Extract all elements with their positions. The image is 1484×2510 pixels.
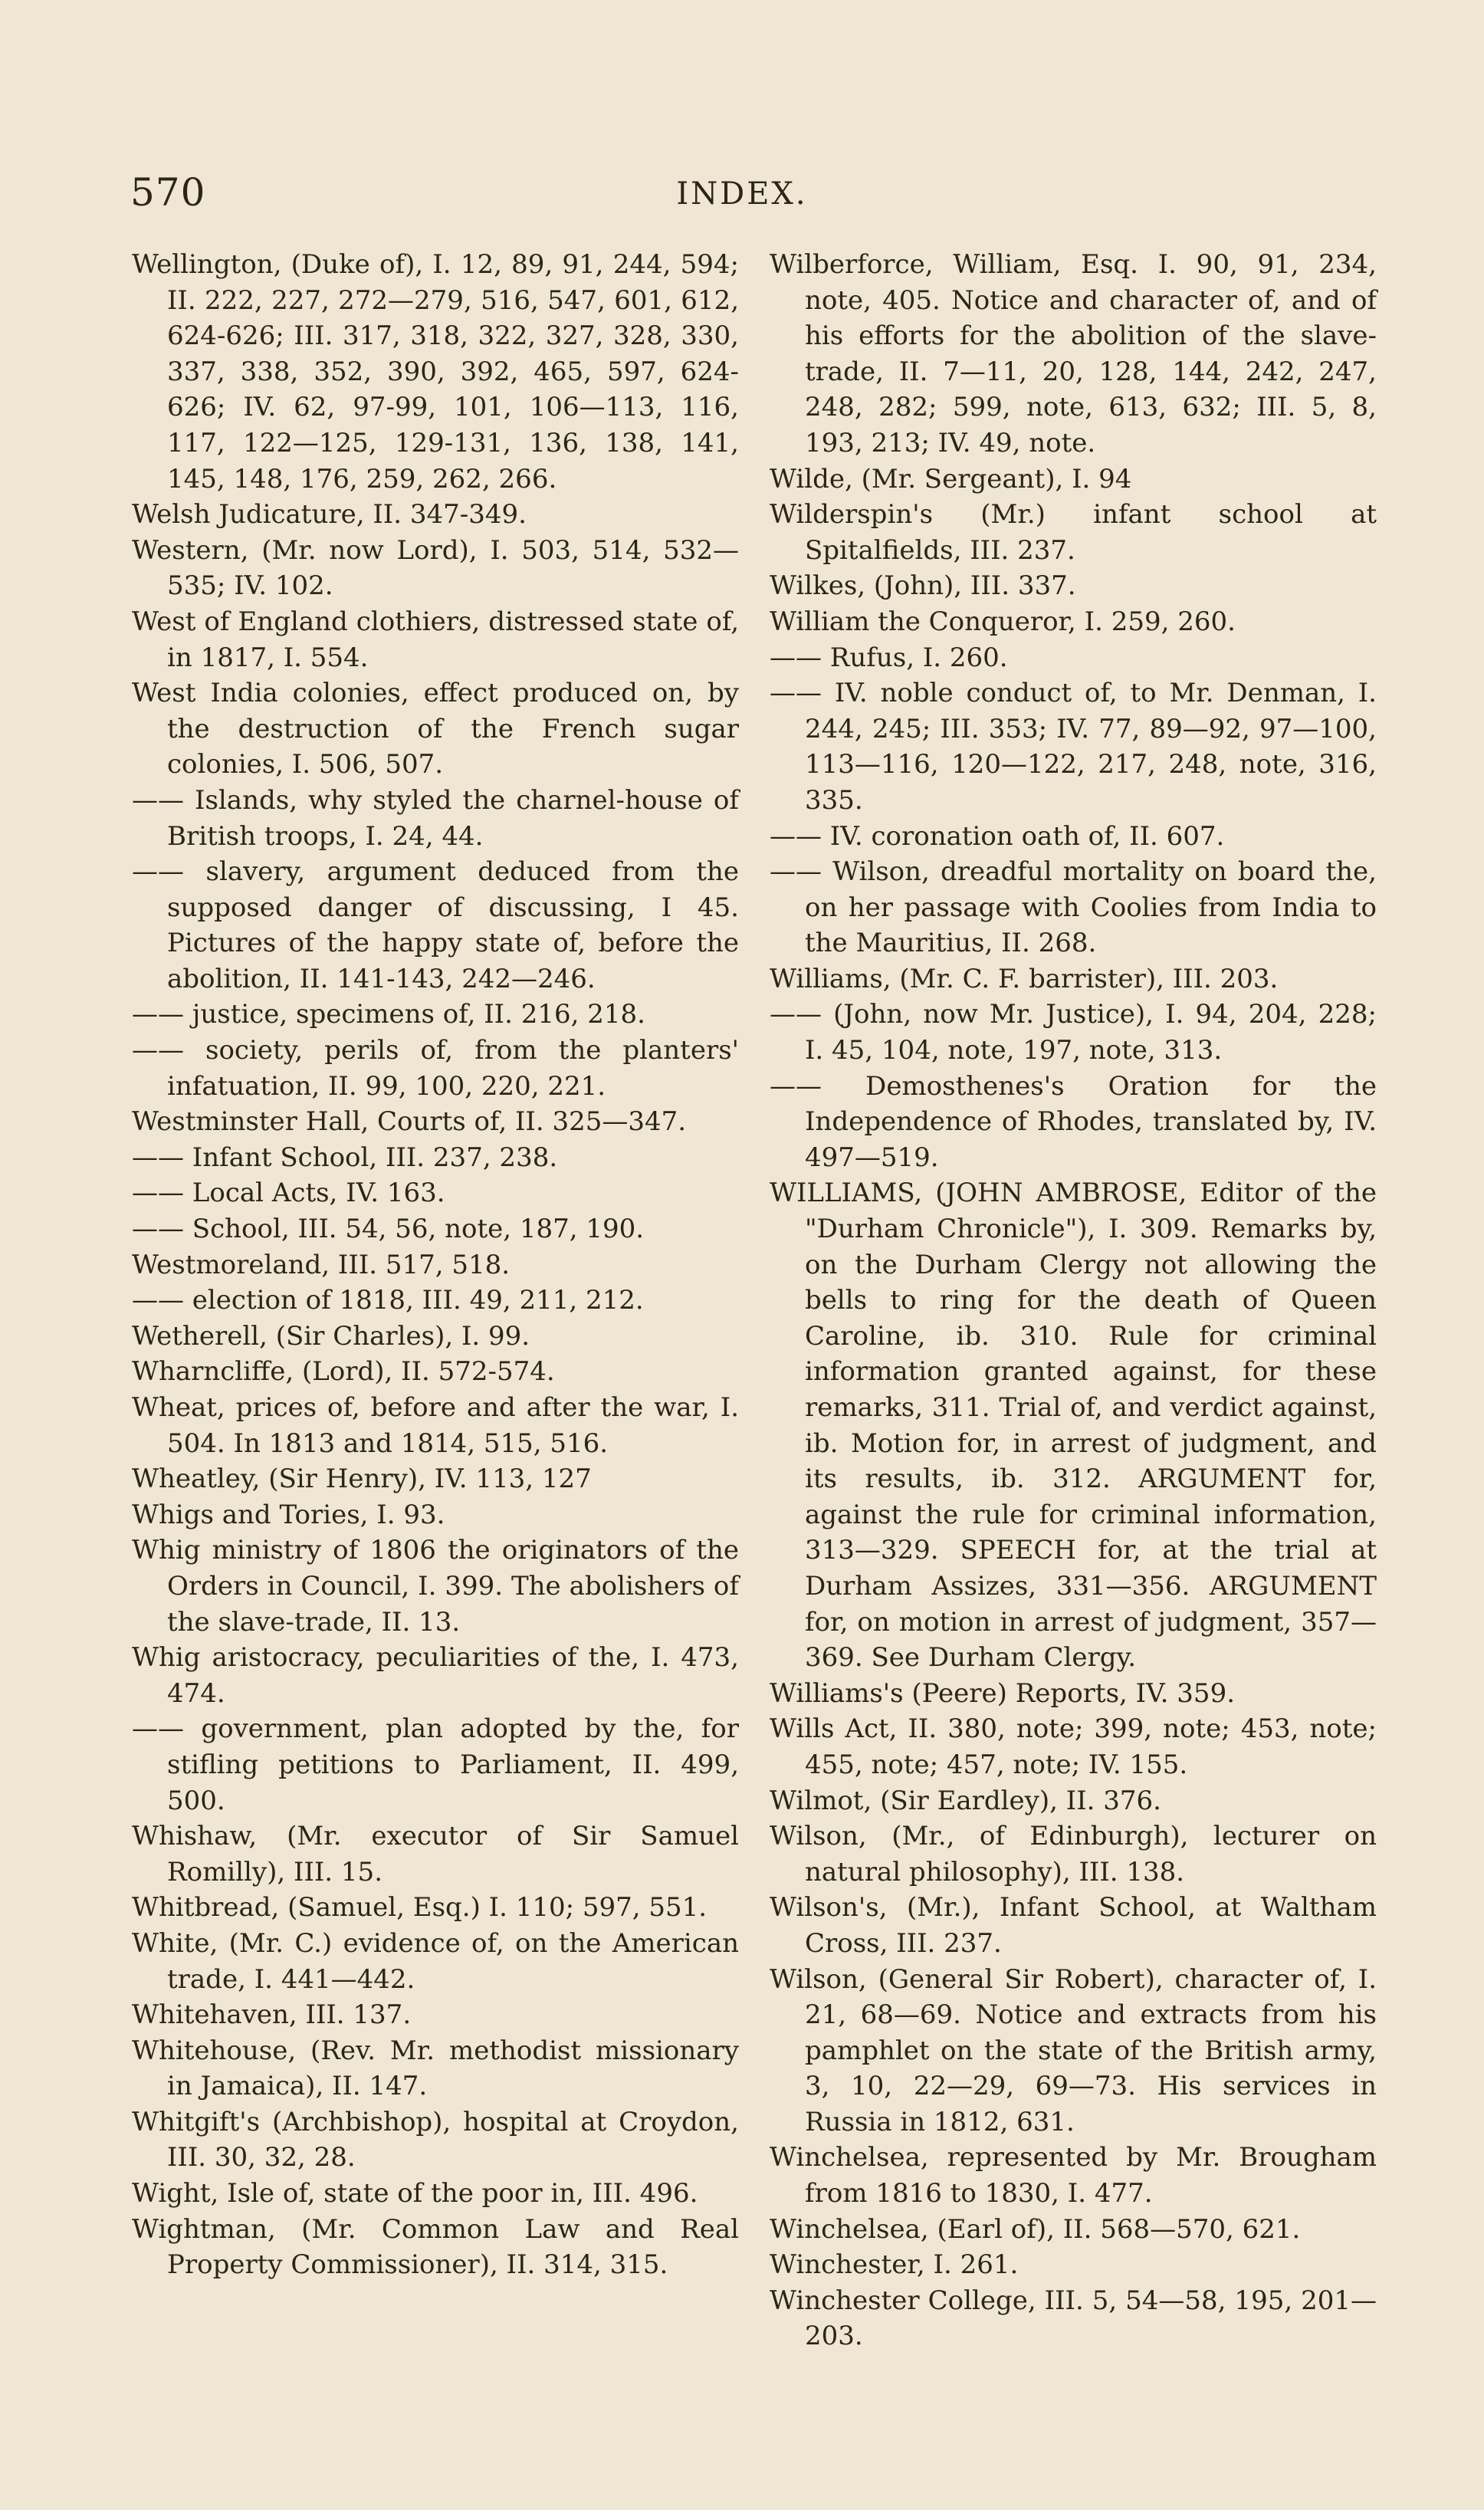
index-entry: Wetherell, (Sir Charles), I. 99. [132, 1320, 530, 1352]
index-entry: —— election of 1818, III. 49, 211, 212. [132, 1285, 644, 1316]
index-entry: Western, (Mr. now Lord), I. 503, 514, 532—535; IV. 102. [132, 534, 739, 602]
index-entry: Wills Act, II. 380, note; 399, note; 453, note; 455, note; 457, note; IV. 155. [770, 1713, 1377, 1780]
index-entry: Whitehouse, (Rev. Mr. methodist missionary in Jamaica), II. 147. [132, 2035, 739, 2102]
index-entry: —— IV. noble conduct of, to Mr. Denman, I. 244, 245; III. 353; IV. 77, 89—92, 97—100, 113—116, 120—122, 217, 248, note, 316, 335. [770, 678, 1377, 816]
index-column-left [132, 247, 739, 2283]
index-entry: Whigs and Tories, I. 93. [132, 1499, 445, 1530]
index-entry: West of England clothiers, distressed state of, in 1817, I. 554. [132, 606, 739, 673]
index-entry: Williams's (Peere) Reports, IV. 359. [770, 1677, 1236, 1709]
index-entry: WILLIAMS, (JOHN AMBROSE, Editor of the "Durham Chronicle"), I. 309. Remarks by, on the Durham Clergy not allowing the bells to ring for the death of Queen Caroline, ib. 310. Rule for criminal information granted against, for these remarks, 311. Trial of, and verdict against, ib. Motion for, in arrest of judgment, and its results, ib. 312. ARGUMENT for, against the rule for criminal information, 313—329. SPEECH for, at the trial at Durham Assizes, 331—356. ARGUMENT for, on motion in arrest of judgment, 357—369. See Durham Clergy. [770, 1178, 1377, 1674]
index-entry: Wellington, (Duke of), I. 12, 89, 91, 244, 594; II. 222, 227, 272—279, 516, 547, 601, 612, 624-626; III. 317, 318, 322, 327, 328, 330, 337, 338, 352, 390, 392, 465, 597, 624-626; IV. 62, 97-99, 101, 106—113, 116, 117, 122—125, 129-131, 136, 138, 141, 145, 148, 176, 259, 262, 266. [132, 249, 739, 494]
index-entry: Wight, Isle of, state of the poor in, III. 496. [132, 2178, 698, 2209]
index-entry: Wilde, (Mr. Sergeant), I. 94 [770, 463, 1132, 494]
index-entry: —— IV. coronation oath of, II. 607. [770, 820, 1225, 852]
index-entry: Wightman, (Mr. Common Law and Real Property Commissioner), II. 314, 315. [132, 2213, 739, 2281]
index-entry: Winchester, I. 261. [770, 2249, 1019, 2281]
index-entry: Wheatley, (Sir Henry), IV. 113, 127 [132, 1464, 592, 1495]
index-entry: Whishaw, (Mr. executor of Sir Samuel Romilly), III. 15. [132, 1821, 739, 1887]
index-entry: Wilkes, (John), III. 337. [770, 570, 1076, 602]
index-entry: William the Conqueror, I. 259, 260. [770, 606, 1236, 637]
index-entry: Wharncliffe, (Lord), II. 572-574. [132, 1356, 555, 1388]
index-entry: Winchester College, III. 5, 54—58, 195, 201—203. [770, 2285, 1377, 2352]
index-entry: Winchelsea, represented by Mr. Brougham from 1816 to 1830, I. 477. [770, 2142, 1377, 2209]
index-entry: Whig aristocracy, peculiarities of the, I. 473, 474. [132, 1642, 739, 1709]
index-entry: —— Infant School, III. 237, 238. [132, 1142, 558, 1173]
index-entry: —— (John, now Mr. Justice), I. 94, 204, 228; I. 45, 104, note, 197, note, 313. [770, 999, 1377, 1066]
index-entry: Westmoreland, III. 517, 518. [132, 1249, 511, 1280]
index-entry: Wilson's, (Mr.), Infant School, at Waltham Cross, III. 237. [770, 1892, 1377, 1959]
index-entry: Wilson, (Mr., of Edinburgh), lecturer on natural philosophy), III. 138. [770, 1821, 1377, 1887]
index-entry: Wilderspin's (Mr.) infant school at Spitalfields, III. 237. [770, 499, 1377, 566]
index-entry: West India colonies, effect produced on, by the destruction of the French sugar colonies, I. 506, 507. [132, 678, 739, 780]
index-entry: Whitehaven, III. 137. [132, 1999, 412, 2031]
page-number: 570 [130, 170, 206, 215]
index-entry: Whig ministry of 1806 the originators of the Orders in Council, I. 399. The abolishers of the slave-trade, II. 13. [132, 1535, 739, 1638]
index-entry: —— Demosthenes's Oration for the Independence of Rhodes, translated by, IV. 497—519. [770, 1070, 1377, 1173]
index-entry: —— Local Acts, IV. 163. [132, 1178, 445, 1209]
index-entry: Winchelsea, (Earl of), II. 568—570, 621. [770, 2213, 1301, 2245]
index-entry: —— Rufus, I. 260. [770, 642, 1008, 673]
index-entry: —— Islands, why styled the charnel-house of British troops, I. 24, 44. [132, 784, 739, 852]
running-head: INDEX. [676, 176, 808, 212]
index-entry: Wilson, (General Sir Robert), character of, I. 21, 68—69. Notice and extracts from his pamphlet on the state of the British army, 3, 10, 22—29, 69—73. His services in Russia in 1812, 631. [770, 1963, 1377, 2137]
index-entry: Whitbread, (Samuel, Esq.) I. 110; 597, 551. [132, 1892, 708, 1924]
index-entry: Wilberforce, William, Esq. I. 90, 91, 234, note, 405. Notice and character of, and of his efforts for the abolition of the slave-trade, II. 7—11, 20, 128, 144, 242, 247, 248, 282; 599, note, 613, 632; III. 5, 8, 193, 213; IV. 49, note. [770, 249, 1377, 458]
index-entry: —— School, III. 54, 56, note, 187, 190. [132, 1214, 645, 1245]
index-column-right [770, 247, 1377, 2354]
index-entry: Wilmot, (Sir Eardley), II. 376. [770, 1785, 1161, 1816]
index-entry: White, (Mr. C.) evidence of, on the American trade, I. 441—442. [132, 1927, 739, 1995]
index-entry: —— society, perils of, from the planters' infatuation, II. 99, 100, 220, 221. [132, 1035, 739, 1102]
index-entry: —— slavery, argument deduced from the supposed danger of discussing, I 45. Pictures of the happy state of, before the abolition, II. 141-143, 242—246. [132, 856, 739, 994]
index-entry: —— government, plan adopted by the, for stifling petitions to Parliament, II. 499, 500. [132, 1713, 739, 1816]
index-entry: —— Wilson, dreadful mortality on board the, on her passage with Coolies from India to the Mauritius, II. 268. [770, 856, 1377, 959]
index-entry: —— justice, specimens of, II. 216, 218. [132, 999, 645, 1030]
index-entry: Wheat, prices of, before and after the war, I. 504. In 1813 and 1814, 515, 516. [132, 1392, 739, 1459]
index-entry: Whitgift's (Archbishop), hospital at Croydon, III. 30, 32, 28. [132, 2106, 739, 2173]
index-entry: Williams, (Mr. C. F. barrister), III. 203. [770, 963, 1279, 994]
index-entry: Welsh Judicature, II. 347-349. [132, 499, 527, 531]
index-entry: Westminster Hall, Courts of, II. 325—347. [132, 1106, 687, 1138]
